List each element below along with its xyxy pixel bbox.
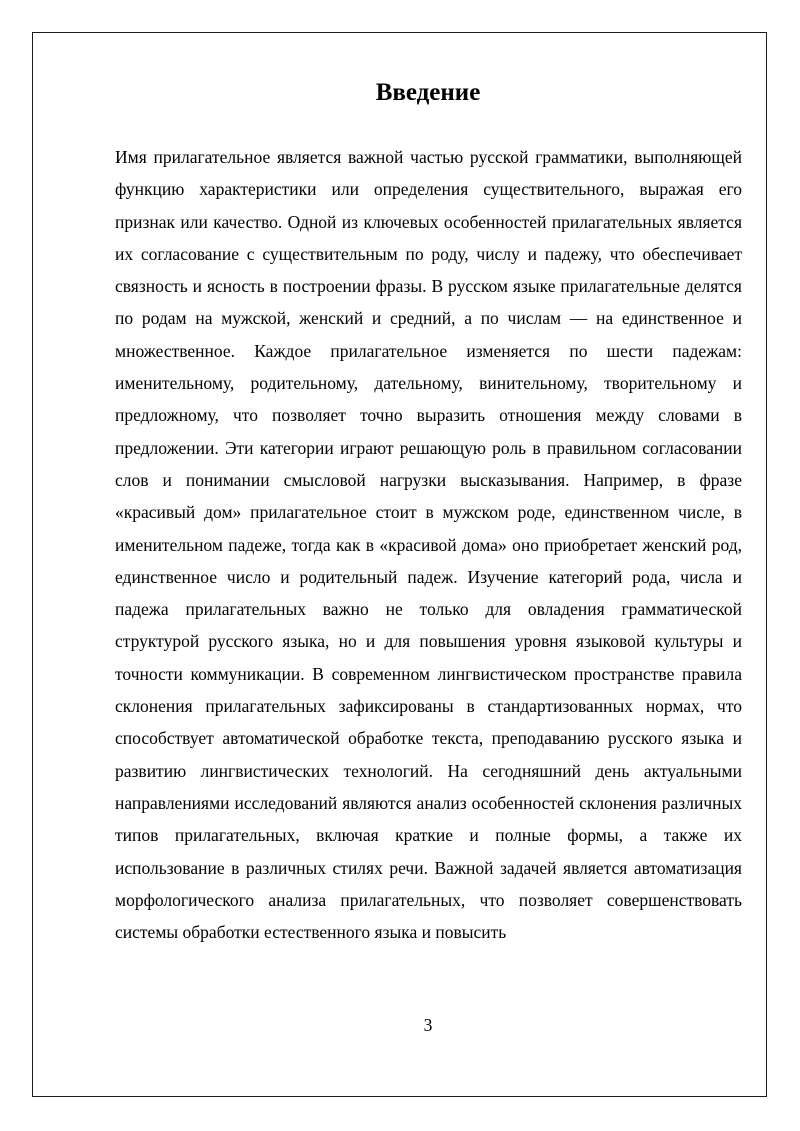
body-paragraph: Имя прилагательное является важной частью русской грамматики, выполняющей функцию характеристики или определения существительного, выражая его признак или качество. Одной из ключевых особенностей прилагательных является их согласование с существительным по роду, числу и падежу, что обеспечивает связность и ясность в построении фразы. В русском языке прилагательные делятся по родам на мужской, женский и средний, а по числам — на единственное и множественное. Каждое прилагательное изменяется по шести падежам: именительному, родительному, дательному, винительному, творительному и предложному, что позволяет точно выразить отношения между словами в предложении. Эти категории играют решающую роль в правильном согласовании слов и понимании смысловой нагрузки высказывания. Например, в фразе «красивый дом» прилагательное стоит в мужском роде, единственном числе, в именительном падеже, тогда как в «красивой дома» оно приобретает женский род, единственное число и родительный падеж. Изучение категорий рода, числа и падежа прилагательных важно не только для овладения грамматической структурой русского языка, но и для повышения уровня языковой культуры и точности коммуникации. В современном лингвистическом пространстве правила склонения прилагательных зафиксированы в стандартизованных нормах, что способствует автоматической обработке текста, преподаванию русского языка и развитию лингвистических технологий. На сегодняшний день актуальными направлениями исследований являются анализ особенностей склонения различных типов прилагательных, включая краткие и полные формы, а также их использование в различных стилях речи. Важной задачей является автоматизация морфологического анализа прилагательных, что позволяет совершенствовать системы обработки естественного языка и повысить <box>115 147 742 943</box>
page-title: Введение <box>375 79 481 106</box>
page-number: 3 <box>423 1015 433 1035</box>
